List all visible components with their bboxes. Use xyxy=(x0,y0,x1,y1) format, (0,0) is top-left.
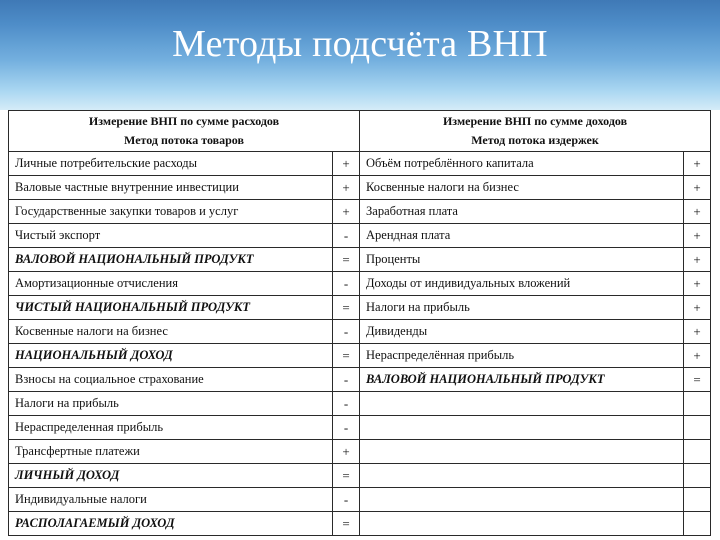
income-item xyxy=(360,392,684,416)
expenditure-operator: - xyxy=(333,416,360,440)
table-row xyxy=(9,296,711,320)
income-item: Косвенные налоги на бизнес xyxy=(360,176,684,200)
income-operator: + xyxy=(684,248,711,272)
expenditure-operator: = xyxy=(333,512,360,536)
income-operator: + xyxy=(684,200,711,224)
table-row xyxy=(9,416,711,440)
income-operator: + xyxy=(684,344,711,368)
expenditure-item: Трансфертные платежи xyxy=(9,440,333,464)
expenditure-operator: + xyxy=(333,200,360,224)
income-item: Нераспределённая прибыль xyxy=(360,344,684,368)
income-operator: + xyxy=(684,176,711,200)
table-row xyxy=(9,248,711,272)
table-row xyxy=(9,224,711,248)
expenditure-operator: + xyxy=(333,152,360,176)
expenditure-operator: = xyxy=(333,344,360,368)
table-row xyxy=(9,488,711,512)
income-item: Дивиденды xyxy=(360,320,684,344)
table-row xyxy=(9,440,711,464)
expenditure-item: Косвенные налоги на бизнес xyxy=(9,320,333,344)
table-body xyxy=(9,152,711,536)
income-item xyxy=(360,464,684,488)
table-row xyxy=(9,368,711,392)
expenditure-item: Чистый экспорт xyxy=(9,224,333,248)
income-operator xyxy=(684,464,711,488)
income-operator: = xyxy=(684,368,711,392)
expenditure-operator: = xyxy=(333,248,360,272)
table-row xyxy=(9,200,711,224)
income-operator xyxy=(684,416,711,440)
income-item xyxy=(360,488,684,512)
income-operator: + xyxy=(684,152,711,176)
expenditure-item: Налоги на прибыль xyxy=(9,392,333,416)
income-item: Проценты xyxy=(360,248,684,272)
expenditure-item: Нераспределенная прибыль xyxy=(9,416,333,440)
expenditure-item: ВАЛОВОЙ НАЦИОНАЛЬНЫЙ ПРОДУКТ xyxy=(9,248,333,272)
income-operator xyxy=(684,440,711,464)
income-item xyxy=(360,416,684,440)
income-operator xyxy=(684,488,711,512)
expenditure-method-header xyxy=(9,111,360,152)
expenditure-operator: - xyxy=(333,320,360,344)
expenditure-item: Амортизационные отчисления xyxy=(9,272,333,296)
gnp-methods-table xyxy=(8,110,711,536)
expenditure-operator: - xyxy=(333,488,360,512)
table-row xyxy=(9,152,711,176)
income-item: Арендная плата xyxy=(360,224,684,248)
table-header-row xyxy=(9,111,711,152)
income-operator xyxy=(684,392,711,416)
expenditure-item: НАЦИОНАЛЬНЫЙ ДОХОД xyxy=(9,344,333,368)
expenditure-operator: + xyxy=(333,176,360,200)
expenditure-item: Государственные закупки товаров и услуг xyxy=(9,200,333,224)
table-row xyxy=(9,512,711,536)
expenditure-operator: = xyxy=(333,464,360,488)
expenditure-item: Взносы на социальное страхование xyxy=(9,368,333,392)
income-operator: + xyxy=(684,272,711,296)
income-item: Доходы от индивидуальных вложений xyxy=(360,272,684,296)
table-row xyxy=(9,392,711,416)
income-method-subtitle: Метод потока издержек xyxy=(471,133,599,147)
expenditure-item: ЧИСТЫЙ НАЦИОНАЛЬНЫЙ ПРОДУКТ xyxy=(9,296,333,320)
income-item: Налоги на прибыль xyxy=(360,296,684,320)
expenditure-operator: = xyxy=(333,296,360,320)
table-row xyxy=(9,320,711,344)
expenditure-operator: - xyxy=(333,368,360,392)
income-method-title: Измерение ВНП по сумме доходов xyxy=(442,114,628,128)
expenditure-item: РАСПОЛАГАЕМЫЙ ДОХОД xyxy=(9,512,333,536)
expenditure-item: Личные потребительские расходы xyxy=(9,152,333,176)
table-row xyxy=(9,176,711,200)
income-item: ВАЛОВОЙ НАЦИОНАЛЬНЫЙ ПРОДУКТ xyxy=(360,368,684,392)
income-operator: + xyxy=(684,320,711,344)
income-item: Заработная плата xyxy=(360,200,684,224)
income-method-header xyxy=(360,111,711,152)
table-row xyxy=(9,272,711,296)
expenditure-item: Индивидуальные налоги xyxy=(9,488,333,512)
expenditure-operator: - xyxy=(333,272,360,296)
slide-title: Методы подсчёта ВНП xyxy=(172,23,548,65)
income-operator: + xyxy=(684,224,711,248)
income-item xyxy=(360,512,684,536)
table-row xyxy=(9,344,711,368)
income-item: Объём потреблённого капитала xyxy=(360,152,684,176)
table-row xyxy=(9,464,711,488)
expenditure-method-title: Измерение ВНП по сумме расходов xyxy=(88,114,280,128)
expenditure-operator: - xyxy=(333,392,360,416)
expenditure-item: ЛИЧНЫЙ ДОХОД xyxy=(9,464,333,488)
expenditure-method-subtitle: Метод потока товаров xyxy=(124,133,244,147)
expenditure-item: Валовые частные внутренние инвестиции xyxy=(9,176,333,200)
income-item xyxy=(360,440,684,464)
income-operator xyxy=(684,512,711,536)
income-operator: + xyxy=(684,296,711,320)
expenditure-operator: - xyxy=(333,224,360,248)
expenditure-operator: + xyxy=(333,440,360,464)
